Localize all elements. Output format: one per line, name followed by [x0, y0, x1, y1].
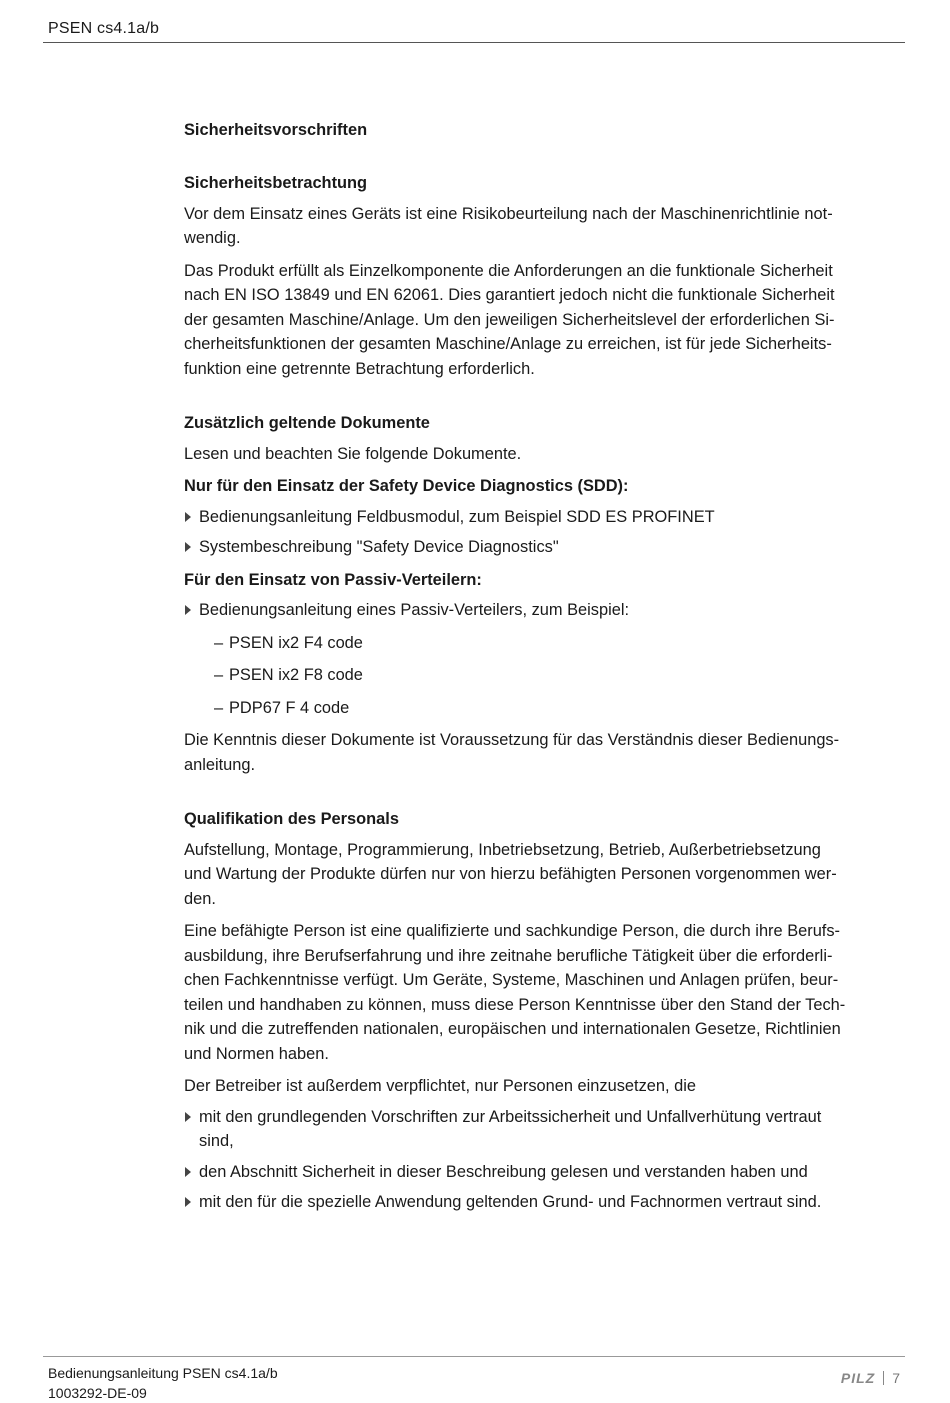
list-item: Bedienungsanleitung Feldbusmodul, zum Beispiel SDD ES PROFINET	[184, 505, 904, 530]
subsection-title-dokumente: Zusätzlich geltende Dokumente	[184, 414, 430, 432]
bullet-arrow-icon	[185, 1112, 191, 1122]
subsection-title-qualifikation: Qualifikation des Personals	[184, 810, 399, 828]
section-title: Sicherheitsvorschriften	[184, 121, 368, 139]
list-item: mit den für die spezielle Anwendung geltenden Grund- und Fachnormen vertraut sind.	[184, 1190, 904, 1215]
list-item: den Abschnitt Sicherheit in dieser Beschreibung gelesen und verstanden haben und	[184, 1160, 904, 1185]
sub-list-item: – PSEN ix2 F8 code	[214, 666, 363, 684]
footer-doc-number: 1003292-DE-09	[48, 1385, 147, 1401]
paragraph-operator-duty: Der Betreiber ist außerdem verpflichtet, nur Personen einzusetzen, die	[184, 1077, 697, 1095]
bullet-arrow-icon	[185, 542, 191, 552]
passive-distributor-heading: Für den Einsatz von Passiv-Verteilern:	[184, 570, 482, 589]
bullet-arrow-icon	[185, 1197, 191, 1207]
main-content	[184, 118, 904, 1215]
paragraph-functional-safety: Das Produkt erfüllt als Einzelkomponente die Anforderungen an die funktionale Sicherheit nach EN ISO 13849 und EN 62061. Dies garantiert jedoch nicht die funktionale Sicherheit der gesamten Maschine/Anlage. Um den jeweiligen Sicherheitslevel der erforderlichen Si- cherheitsfunktionen der gesamten Maschine/Anlage zu erreichen, ist für jede Sicherheits- funktion eine getrennte Betrachtung erforderlich.	[184, 261, 835, 378]
paragraph-risk-assessment: Vor dem Einsatz eines Geräts ist eine Risikobeurteilung nach der Maschinenrichtlinie not- wendig.	[184, 204, 833, 247]
footer-doc-title: Bedienungsanleitung PSEN cs4.1a/b	[48, 1365, 278, 1381]
paragraph-qualified-personnel: Aufstellung, Montage, Programmierung, Inbetriebsetzung, Betrieb, Außerbetriebsetzung und Wartung der Produkte dürfen nur von hierzu befähigten Personen vorgenommen wer- den.	[184, 840, 837, 908]
header-divider	[43, 42, 905, 43]
bullet-arrow-icon	[185, 605, 191, 615]
footer-page-info	[841, 1369, 900, 1387]
footer-document-info	[48, 1363, 278, 1403]
list-item: mit den grundlegenden Vorschriften zur Arbeitssicherheit und Unfallverhütung vertraut sind,	[184, 1105, 904, 1154]
sub-list-item: – PSEN ix2 F4 code	[214, 633, 363, 652]
list-item: Systembeschreibung "Safety Device Diagnostics"	[184, 535, 904, 560]
page-number-divider	[883, 1371, 884, 1385]
pilz-logo: PILZ	[840, 1370, 876, 1386]
subsection-title-sicherheitsbetrachtung: Sicherheitsbetrachtung	[184, 174, 368, 192]
footer-divider	[43, 1356, 905, 1357]
header-title: PSEN cs4.1a/b	[48, 20, 160, 37]
paragraph-documents-intro: Lesen und beachten Sie folgende Dokumente.	[184, 444, 522, 463]
list-item: Bedienungsanleitung eines Passiv-Verteilers, zum Beispiel:	[184, 598, 904, 623]
bullet-arrow-icon	[185, 512, 191, 522]
sdd-heading: Nur für den Einsatz der Safety Device Diagnostics (SDD):	[184, 477, 629, 495]
paragraph-documents-closing: Die Kenntnis dieser Dokumente ist Voraussetzung für das Verständnis dieser Bedienungs- anleitung.	[184, 731, 840, 774]
bullet-arrow-icon	[185, 1167, 191, 1177]
paragraph-competent-person: Eine befähigte Person ist eine qualifizierte und sachkundige Person, die durch ihre Berufs- ausbildung, ihre Berufserfahrung und ihre zeitnahe berufliche Tätigkeit über die erforderli- chen Fachkenntnisse verfügt. Um Geräte, Systeme, Maschinen und Anlagen prüfen, beur- teilen und handhaben zu können, muss diese Person Kenntnisse über den Stand der Tech- nik und die zutreffenden nationalen, europäischen und internationalen Gesetze, Richtlinien und Normen haben.	[184, 922, 846, 1063]
sub-list-item: – PDP67 F 4 code	[214, 698, 350, 717]
page-number: 7	[892, 1370, 900, 1386]
